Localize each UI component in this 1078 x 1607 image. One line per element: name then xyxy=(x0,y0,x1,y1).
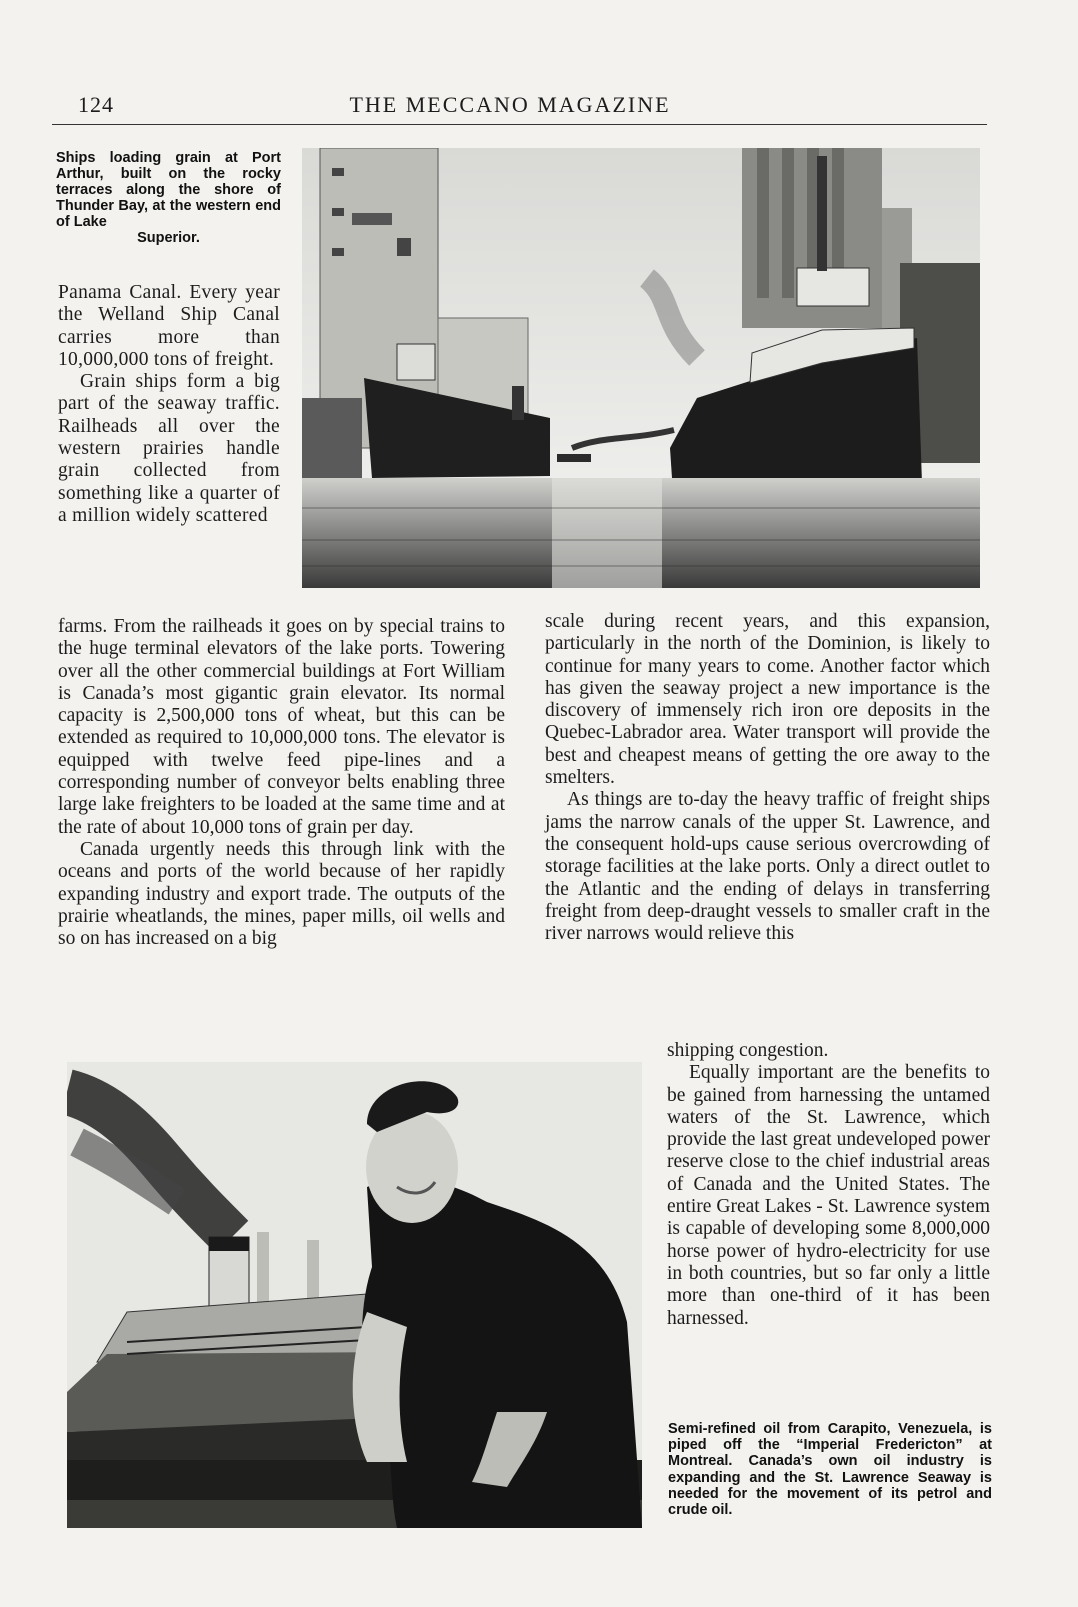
sailor-photo xyxy=(67,1062,642,1528)
harbour-photo xyxy=(302,148,980,588)
article-column-left-narrow xyxy=(58,282,280,527)
header-rule xyxy=(52,124,987,125)
paragraph: shipping congestion. xyxy=(667,1040,829,1061)
article-column-left xyxy=(58,616,505,950)
paragraph: Canada urgently needs this through link with the oceans and ports of the world because of her rapidly expanding industry and export trade. The outputs of the prairie wheatlands, the mines, paper mills, oil wells and so on has increased on a big xyxy=(58,838,505,950)
photo-caption-harbour xyxy=(56,150,281,246)
paragraph: As things are to-day the heavy traffic of freight ships jams the narrow canals of the upper St. Lawrence, and the consequent hold-ups cause serious overcrowding of storage facilities at the lake ports. Only a direct outlet to the Atlantic and the ending of delays in transferring freight from deep-draught vessels to smaller craft in the river narrows would relieve this xyxy=(545,789,990,945)
paragraph: Grain ships form a big part of the seaway traffic. Railheads all over the western prairies handle grain collected from something like a quarter of a million widely scattered xyxy=(58,371,280,526)
photo-caption-sailor: Semi-refined oil from Carapito, Venezuela, is piped off the “Imperial Fredericton” at Montreal. Canada’s own oil industry is expanding and the St. Lawrence Seaway is needed for the movement of its petrol and crude oil. xyxy=(668,1421,992,1519)
article-column-right-narrow xyxy=(667,1040,990,1330)
page-number: 124 xyxy=(78,92,114,117)
harbour-photo-image xyxy=(302,148,980,588)
paragraph: scale during recent years, and this expansion, particularly in the north of the Dominion, is likely to continue for many years to come. Another factor which has given the seaway project a new importance is the discovery of immensely rich iron ore deposits in the Quebec-Labrador area. Water transport will provide the best and cheapest means of getting the ore away to the smelters. xyxy=(545,611,990,789)
caption-text: Ships loading grain at Port Arthur, built on the rocky terraces along the shore of Thunder Bay, at the western end of Lake xyxy=(56,150,281,230)
sailor-photo-image xyxy=(67,1062,642,1528)
paragraph: farms. From the railheads it goes on by special trains to the huge terminal elevators of the lake ports. Towering over all the other commercial buildings at Fort William is Canada’s most gigantic grain elevator. Its normal capacity is 2,500,000 tons of wheat, but this can be extended as required to 10,000,000 tons. The elevator is equipped with twelve feed pipe-lines and a corresponding number of conveyor belts enabling three large lake freighters to be loaded at the same time and at the rate of about 10,000 tons of grain per day. xyxy=(58,616,505,838)
paragraph: Equally important are the benefits to be gained from harnessing the untamed waters of the St. Lawrence, which provide the last great undeveloped power reserve close to the chief industrial areas of Canada and the United States. The entire Great Lakes - St. Lawrence system is capable of developing some 8,000,000 horse power of hydro-electricity for use in both countries, but so far only a little more than one-third of it has been harnessed. xyxy=(667,1062,990,1329)
paragraph: Panama Canal. Every year the Welland Ship Canal carries more than 10,000,000 tons of freight. xyxy=(58,282,280,370)
article-column-right xyxy=(545,611,990,945)
caption-text-last: Superior. xyxy=(137,230,200,246)
running-head: THE MECCANO MAGAZINE xyxy=(349,92,671,117)
